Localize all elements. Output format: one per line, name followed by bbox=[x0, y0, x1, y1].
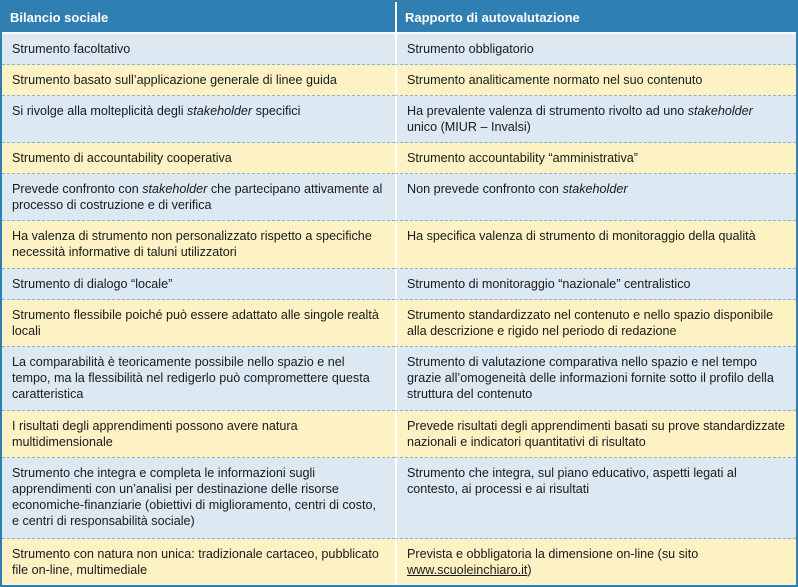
rapporto-cell: Strumento di valutazione comparativa nello spazio e nel tempo grazie all’omogeneità delle informazioni fornite sotto il profilo della struttura del contenuto bbox=[395, 347, 796, 411]
rapporto-cell: Strumento standardizzato nel contenuto e nello spazio disponibile alla descrizione e rigido nel periodo di redazione bbox=[395, 300, 796, 347]
bilancio-cell: Strumento flessibile poiché può essere adattato alle singole realtà locali bbox=[2, 300, 395, 347]
bilancio-cell: Strumento di accountability cooperativa bbox=[2, 143, 395, 174]
bilancio-cell: Strumento che integra e completa le informazioni sugli apprendimenti con un’analisi per destinazione delle risorse economiche-finanziarie (obiettivi di miglioramento, centri di costo, e centri di responsabilità sociale) bbox=[2, 458, 395, 538]
rapporto-cell: Ha specifica valenza di strumento di monitoraggio della qualità bbox=[395, 221, 796, 268]
rapporto-cell: Prevista e obbligatoria la dimensione on-line (su sito www.scuoleinchiaro.it) bbox=[395, 539, 796, 585]
rapporto-cell: Strumento obbligatorio bbox=[395, 34, 796, 65]
table-row bbox=[2, 221, 796, 268]
rapporto-cell: Strumento accountability “amministrativa” bbox=[395, 143, 796, 174]
rapporto-cell: Strumento di monitoraggio “nazionale” centralistico bbox=[395, 269, 796, 300]
table-row bbox=[2, 34, 796, 65]
table-row bbox=[2, 174, 796, 221]
table-row bbox=[2, 458, 796, 538]
table-row bbox=[2, 539, 796, 585]
header-bilancio-sociale: Bilancio sociale bbox=[2, 2, 395, 34]
bilancio-cell: Ha valenza di strumento non personalizzato rispetto a specifiche necessità informative di taluni utilizzatori bbox=[2, 221, 395, 268]
header-rapporto-autovalutazione: Rapporto di autovalutazione bbox=[395, 2, 796, 34]
comparison-table bbox=[2, 2, 796, 585]
table-row bbox=[2, 411, 796, 458]
bilancio-cell: Strumento di dialogo “locale” bbox=[2, 269, 395, 300]
rapporto-cell: Strumento che integra, sul piano educativo, aspetti legati al contesto, ai processi e ai risultati bbox=[395, 458, 796, 538]
table-row bbox=[2, 143, 796, 174]
rapporto-cell: Non prevede confronto con stakeholder bbox=[395, 174, 796, 221]
table-row bbox=[2, 347, 796, 411]
scuoleinchiaro-link[interactable]: www.scuoleinchiaro.it bbox=[407, 562, 528, 577]
table-row bbox=[2, 269, 796, 300]
bilancio-cell: Strumento con natura non unica: tradizionale cartaceo, pubblicato file on-line, multimediale bbox=[2, 539, 395, 585]
bilancio-cell: Prevede confronto con stakeholder che partecipano attivamente al processo di costruzione e di verifica bbox=[2, 174, 395, 221]
bilancio-cell: Strumento basato sull’applicazione generale di linee guida bbox=[2, 65, 395, 96]
rapporto-cell: Strumento analiticamente normato nel suo contenuto bbox=[395, 65, 796, 96]
table-row bbox=[2, 300, 796, 347]
bilancio-cell: I risultati degli apprendimenti possono avere natura multidimensionale bbox=[2, 411, 395, 458]
bilancio-cell: Strumento facoltativo bbox=[2, 34, 395, 65]
rapporto-cell: Prevede risultati degli apprendimenti basati su prove standardizzate nazionali e indicatori quantitativi di risultato bbox=[395, 411, 796, 458]
bilancio-cell: Si rivolge alla molteplicità degli stakeholder specifici bbox=[2, 96, 395, 143]
table-header-row bbox=[2, 2, 796, 34]
table-row bbox=[2, 65, 796, 96]
bilancio-cell: La comparabilità è teoricamente possibile nello spazio e nel tempo, ma la flessibilità nel redigerlo può compromettere questa caratteristica bbox=[2, 347, 395, 411]
rapporto-cell: Ha prevalente valenza di strumento rivolto ad uno stakeholder unico (MIUR – Invalsi) bbox=[395, 96, 796, 143]
table-row bbox=[2, 96, 796, 143]
